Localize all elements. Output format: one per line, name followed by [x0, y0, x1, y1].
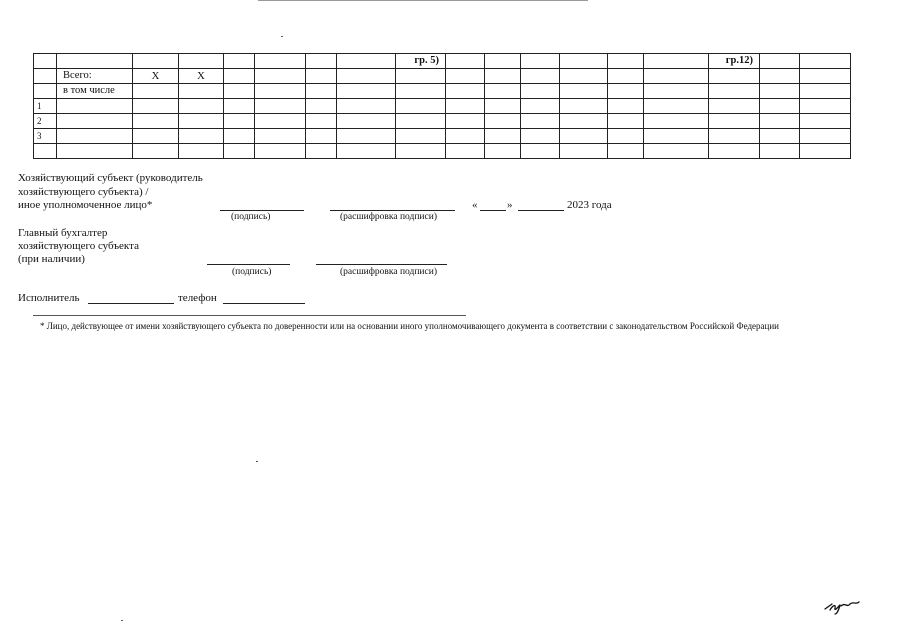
row-number: 3: [34, 129, 57, 144]
table-header-row: [34, 54, 851, 69]
phone-line[interactable]: [223, 303, 305, 304]
table-row: [34, 144, 851, 159]
row-label: Всего:: [57, 69, 133, 84]
subject-line-1: Хозяйствующий субъект (руководитель: [18, 172, 203, 184]
signature-decode-line[interactable]: [330, 210, 455, 211]
accountant-signature-line[interactable]: [207, 264, 290, 265]
row-number: 2: [34, 114, 57, 129]
row-number: [34, 84, 57, 99]
date-day-line[interactable]: [480, 210, 506, 211]
row-number: 1: [34, 99, 57, 114]
table-row: [34, 69, 851, 84]
cell-mark: Х: [179, 69, 224, 84]
accountant-line-1: Главный бухгалтер: [18, 227, 108, 239]
date-month-line[interactable]: [518, 210, 564, 211]
footnote-text: * Лицо, действующее от имени хозяйствующего субъекта по доверенности или на основании иного уполномочивающего документа в соответствии с законодательством Российской Федерации: [40, 321, 779, 331]
date-year: 2023 года: [567, 199, 612, 211]
accountant-line-3: (при наличии): [18, 253, 85, 265]
col-header-5: гр. 5): [396, 54, 446, 69]
table-row: [34, 99, 851, 114]
report-table: [33, 53, 851, 159]
accountant-line-2: хозяйствующего субъекта: [18, 240, 139, 252]
table-row: [34, 114, 851, 129]
date-close-quote: »: [507, 199, 513, 211]
cell-mark: Х: [133, 69, 179, 84]
scan-speck: [121, 620, 123, 621]
executor-line[interactable]: [88, 303, 174, 304]
col-header-12: гр.12): [709, 54, 760, 69]
scan-speck: [281, 36, 283, 37]
signature-line[interactable]: [220, 210, 304, 211]
footnote-divider: [33, 315, 466, 316]
top-edge-line: [258, 0, 588, 1]
decode-caption: (расшифровка подписи): [340, 212, 437, 222]
row-label: в том числе: [57, 84, 133, 99]
executor-label: Исполнитель: [18, 292, 80, 304]
row-number: [34, 69, 57, 84]
table-row: [34, 84, 851, 99]
signature-caption: (подпись): [231, 212, 271, 222]
table-row: [34, 129, 851, 144]
accountant-decode-line[interactable]: [316, 264, 447, 265]
handwritten-initials: [823, 596, 863, 616]
subject-line-3: иное уполномоченное лицо*: [18, 199, 153, 211]
subject-line-2: хозяйствующего субъекта) /: [18, 186, 149, 198]
scan-speck: [256, 461, 258, 462]
date-open-quote: «: [472, 199, 478, 211]
accountant-decode-caption: (расшифровка подписи): [340, 267, 437, 277]
phone-label: телефон: [178, 292, 217, 304]
accountant-signature-caption: (подпись): [232, 267, 272, 277]
